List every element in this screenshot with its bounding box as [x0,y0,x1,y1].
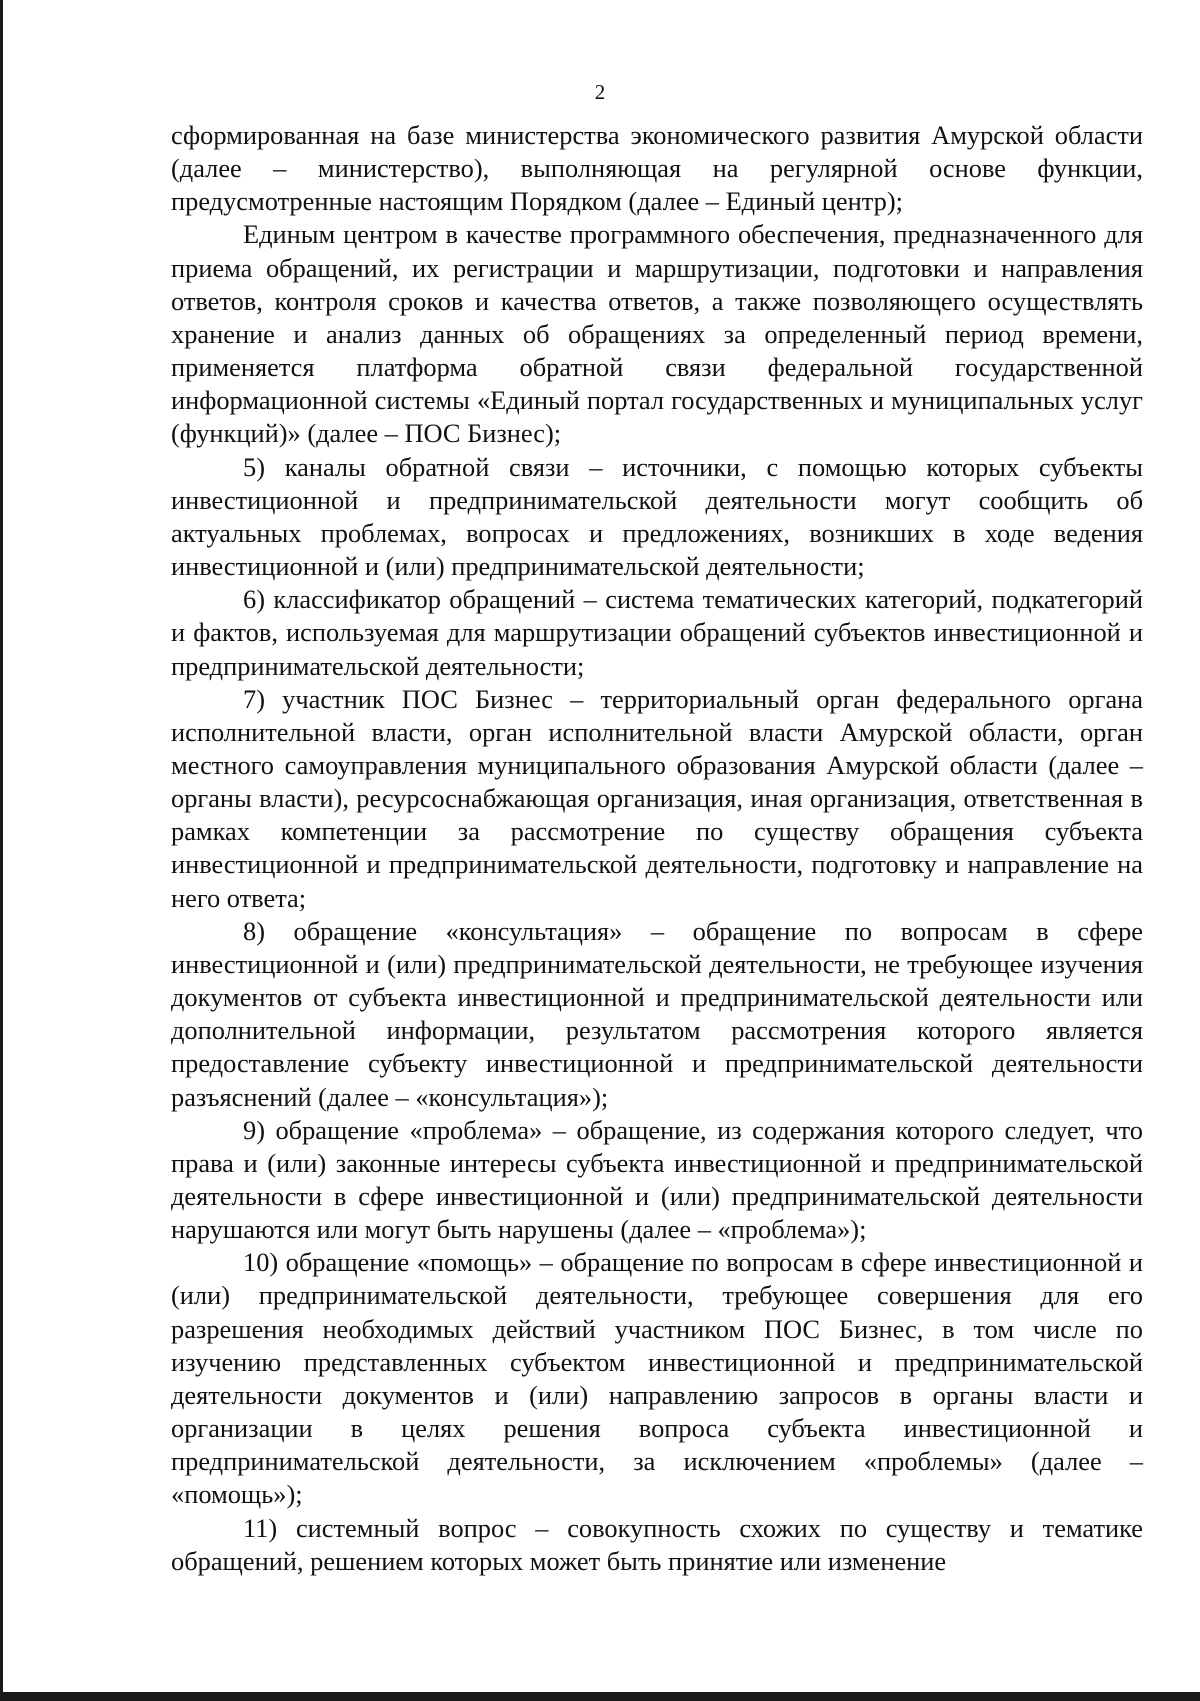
scan-edge-bottom [0,1692,1200,1701]
paragraph-item-5: 5) каналы обратной связи – источники, с помощью которых субъекты инвестиционной и предпринимательской деятельности могут сообщить об актуальных проблемах, вопросах и предложениях, возникших в ходе ведения инвестиционной и (или) предпринимательской деятельности; [171,451,1143,582]
page-number: 2 [594,80,606,104]
paragraph-item-8: 8) обращение «консультация» – обращение по вопросам в сфере инвестиционной и (или) предпринимательской деятельности, не требующее изучения документов от субъекта инвестиционной и предпринимательской деятельности или дополнительной информации, результатом рассмотрения которого является предоставление субъекту инвестиционной и предпринимательской деятельности разъяснений (далее – «консультация»); [171,915,1143,1112]
document-body [171,119,1143,1578]
paragraph-item-7: 7) участник ПОС Бизнес – территориальный орган федерального органа исполнительной власти, орган исполнительной власти Амурской области, орган местного самоуправления муниципального образования Амурской области (далее – органы власти), ресурсоснабжающая организация, иная организация, ответственная в рамках компетенции за рассмотрение по существу обращения субъекта инвестиционной и предпринимательской деятельности, подготовку и направление на него ответа; [171,683,1143,913]
paragraph-unified-center-software: Единым центром в качестве программного обеспечения, предназначенного для приема обращений, их регистрации и маршрутизации, подготовки и направления ответов, контроля сроков и качества ответов, а также позволяющего осуществлять хранение и анализ данных об обращениях за определенный период времени, применяется платформа обратной связи федеральной государственной информационной системы «Единый портал государственных и муниципальных услуг (функций)» (далее – ПОС Бизнес); [171,219,1143,449]
paragraph-item-10: 10) обращение «помощь» – обращение по вопросам в сфере инвестиционной и (или) предпринимательской деятельности, требующее совершения для его разрешения необходимых действий участником ПОС Бизнес, в том числе по изучению представленных субъектом инвестиционной и предпринимательской деятельности документов и (или) направлению запросов в органы власти и организации в целях решения вопроса субъекта инвестиционной и предпринимательской деятельности, за исключением «проблемы» (далее – «помощь»); [171,1247,1143,1510]
paragraph-item-11: 11) системный вопрос – совокупность схожих по существу и тематике обращений, решением которых может быть принятие или изменение [171,1512,1143,1576]
paragraph-item-6: 6) классификатор обращений – система тематических категорий, подкатегорий и фактов, используемая для маршрутизации обращений субъектов инвестиционной и предпринимательской деятельности; [171,584,1143,681]
paragraph-continuation: сформированная на базе министерства экономического развития Амурской области (далее – министерство), выполняющая на регулярной основе функции, предусмотренные настоящим Порядком (далее – Единый центр); [171,120,1143,217]
scan-edge-left [0,0,3,1701]
paragraph-item-9: 9) обращение «проблема» – обращение, из содержания которого следует, что права и (или) законные интересы субъекта инвестиционной и предпринимательской деятельности в сфере инвестиционной и (или) предпринимательской деятельности нарушаются или могут быть нарушены (далее – «проблема»); [171,1114,1143,1245]
